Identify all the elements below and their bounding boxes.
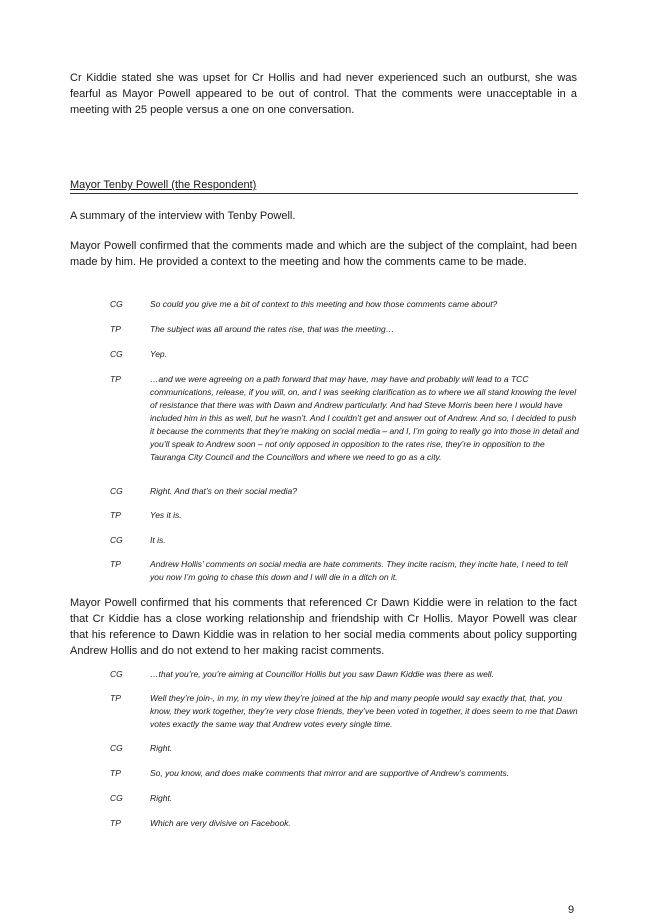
speaker-label: CG [110, 743, 123, 753]
intro-paragraph: Cr Kiddie stated she was upset for Cr Hollis and had never experienced such an outburst, she was fearful as Mayor Powell appeared to be out of control. That the comments were unacceptable in a meeting with 25 people versus a one on one conversation. [70, 72, 577, 116]
speaker-label: TP [110, 818, 121, 828]
transcript-text: So could you give me a bit of context to this meeting and how those comments came about? [150, 299, 498, 309]
section-heading: Mayor Tenby Powell (the Respondent) [70, 178, 578, 194]
transcript-text: Right. [150, 743, 173, 753]
speaker-label: CG [110, 669, 123, 679]
transcript-text: …and we were agreeing on a path forward that may have, may have and probably will lead to a TCC communications, release, if you will, on, and I was seeking clarification as to where we all stand knowing the level of resistance that there was with Dawn and Andrew particularly. And had Steve Morris been here I would have included him in this as well, but he wasn’t. And I couldn’t get and answer out of Andrew. And so, I decided to push it because the comments that they’re making on social media – and I, I’m going to really go into those in detail and you’ll speak to Andrew soon – not only opposed in opposition to the rates rise, they’re in opposition to the Tauranga City Council and the Councillors and where we need to go as a city. [150, 374, 580, 462]
paragraph-context: Mayor Powell confirmed that the comments made and which are the subject of the complaint, had been made by him. He provided a context to the meeting and how the comments came to be made. [70, 240, 577, 268]
transcript-text: …that you’re, you’re aiming at Councillor Hollis but you saw Dawn Kiddie was there as well. [150, 669, 494, 679]
speaker-label: TP [110, 510, 121, 520]
transcript-text: Which are very divisive on Facebook. [150, 818, 291, 828]
summary-line: A summary of the interview with Tenby Powell. [70, 210, 296, 222]
transcript-text: The subject was all around the rates rise, that was the meeting… [150, 324, 395, 334]
page-number: 9 [568, 904, 575, 916]
transcript-text: Yes it is. [150, 510, 182, 520]
speaker-label: CG [110, 349, 123, 359]
transcript-text: Andrew Hollis’ comments on social media are hate comments. They incite racism, they incite hate, I need to tell you now I’m going to chase this down and I will die in a ditch on it. [150, 559, 568, 582]
transcript-text: So, you know, and does make comments that mirror and are supportive of Andrew’s comments. [150, 768, 510, 778]
speaker-label: CG [110, 793, 123, 803]
speaker-label: TP [110, 559, 121, 569]
speaker-label: CG [110, 535, 123, 545]
paragraph-kiddie-reference: Mayor Powell confirmed that his comments that referenced Cr Dawn Kiddie were in relation to the fact that Cr Kiddie has a close working relationship and friendship with Cr Hollis. Mayor Powell was clear that his reference to Dawn Kiddie was in relation to her social media comments about policy supporting Andrew Hollis and do not extend to her making racist comments. [70, 597, 577, 657]
transcript-text: Right. [150, 793, 173, 803]
transcript-text: Right. And that’s on their social media? [150, 486, 297, 496]
transcript-text: Yep. [150, 349, 168, 359]
transcript-text: It is. [150, 535, 166, 545]
speaker-label: TP [110, 768, 121, 778]
speaker-label: TP [110, 374, 121, 384]
speaker-label: TP [110, 693, 121, 703]
speaker-label: CG [110, 299, 123, 309]
speaker-label: CG [110, 486, 123, 496]
speaker-label: TP [110, 324, 121, 334]
transcript-text: Well they’re join-, in my, in my view they’re joined at the hip and many people would say exactly that, that, you know, they work together, they’re very close friends, they’ve been voted in together, it does seem to me that Dawn votes exactly the same way that Andrew votes every single time. [150, 693, 578, 729]
